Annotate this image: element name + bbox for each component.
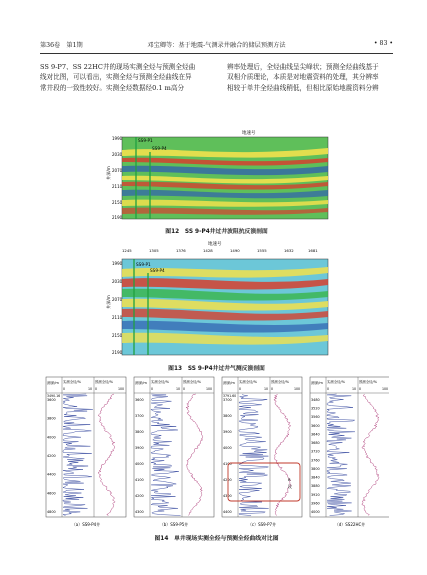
figure13-well-label: SS9-P4 xyxy=(150,268,165,273)
depth-tick: 4300 xyxy=(223,494,232,498)
figure13-well-label: SS9-P1 xyxy=(136,262,151,267)
depth-tick: 3700 xyxy=(223,398,232,402)
panel-label: （b）SS9-P5井 xyxy=(159,522,189,527)
depth-tick: 3700 xyxy=(135,414,144,418)
track1-min: 0 xyxy=(63,387,66,391)
figure12-top-label: 地速号 xyxy=(242,131,256,136)
body-right-column xyxy=(227,62,393,93)
predicted-gas-curve xyxy=(98,394,115,516)
track1-min: 0 xyxy=(327,387,330,391)
panel-label: （c）SS9-P7井 xyxy=(247,522,277,527)
depth-tick: 3680 xyxy=(311,441,320,446)
measured-gas-curve xyxy=(63,394,93,516)
depth-tick: 3800 xyxy=(311,466,320,471)
depth-tick: 4800 xyxy=(47,510,56,514)
trace-tick: 1490 xyxy=(230,248,240,253)
body-left-column xyxy=(40,62,206,93)
depth-tick: 3520 xyxy=(311,406,320,411)
track2-title: 预测全烃/% xyxy=(95,380,113,384)
depth-tick: 3640 xyxy=(311,432,320,437)
predicted-gas-curve xyxy=(274,394,291,516)
depth-tick: 3880 xyxy=(311,484,320,489)
depth-tick: 3600 xyxy=(311,423,320,428)
trace-tick: 1245 xyxy=(122,248,132,253)
depth-header: 测深/m xyxy=(135,381,147,385)
figure13-gas-section xyxy=(100,239,330,359)
depth-tick: 3720 xyxy=(311,449,320,454)
depth-tick: 4400 xyxy=(47,472,56,477)
depth-tick: 3960 xyxy=(311,501,320,506)
trace-tick: 1376 xyxy=(176,248,186,253)
article-running-title: 邓宝卿等：基于地震-气测录井融合的储层预测方法 xyxy=(147,42,286,49)
figure13-trace-ticks xyxy=(122,248,318,253)
measured-gas-curve xyxy=(327,394,355,516)
body-line: 相较于单井全烃曲线稍低，但相比原始地震资料分辨 xyxy=(227,83,379,92)
depth-tick: 4100 xyxy=(135,478,144,482)
trace-tick: 1632 xyxy=(284,248,294,253)
depth-tick: 2150 xyxy=(112,200,123,205)
depth-tick: 2070 xyxy=(112,168,123,173)
figure13-caption: 图13 SS 9-P4井过井气测反演剖面 xyxy=(168,366,265,372)
depth-tick: 2110 xyxy=(112,315,123,320)
panel-label: （d）SS22HC井 xyxy=(334,522,366,527)
depth-tick: 4300 xyxy=(135,510,144,514)
track1-title: 实测全烃/% xyxy=(63,380,81,384)
log-panel-frame xyxy=(310,377,389,517)
highlight-box xyxy=(228,463,300,501)
figure12-caption: 图12 SS 9-P4井过井波阻抗反演剖面 xyxy=(165,229,268,235)
figure12-well-label: SS9-P4 xyxy=(152,146,167,151)
figure13-top-label: 地速号 xyxy=(208,242,222,247)
depth-tick: 4000 xyxy=(135,462,144,466)
measured-gas-curve xyxy=(239,394,269,516)
figure12-well-label: SS9-P1 xyxy=(138,138,153,143)
running-header xyxy=(40,40,393,52)
track1-max: 10 xyxy=(264,387,269,391)
body-line: 常井段的一致性较好。实测全烃数据经0.1 m高分 xyxy=(40,83,185,92)
depth-tick: 4200 xyxy=(47,454,56,458)
figure12-y-label: 井深/m xyxy=(106,166,111,180)
depth-tick: 3480 xyxy=(311,398,320,402)
predicted-gas-curve xyxy=(362,394,379,516)
depth-tick: 2190 xyxy=(112,350,123,355)
predicted-gas-curve xyxy=(186,394,203,516)
track2-min: 0 xyxy=(95,387,98,391)
trace-tick: 1555 xyxy=(257,248,267,253)
body-line: 辨率处理后，全烃曲线呈尖峰状；预测全烃曲线基于 xyxy=(227,63,379,71)
figure14-caption: 图14 单井现场实测全烃与预测全烃曲线对比图 xyxy=(154,536,279,542)
track1-max: 10 xyxy=(88,387,93,391)
track2-max: 100 xyxy=(206,387,213,391)
track2-max: 100 xyxy=(294,387,301,391)
figure13-y-label: 井深/m xyxy=(106,295,111,309)
depth-tick: 4600 xyxy=(47,491,56,496)
track1-title: 实测全烃/% xyxy=(327,380,345,384)
trace-tick: 1305 xyxy=(149,248,159,253)
figure14-svg xyxy=(44,375,389,530)
depth-tick: 4000 xyxy=(223,446,232,450)
trace-tick: 1681 xyxy=(308,248,318,253)
track2-min: 0 xyxy=(183,387,186,391)
track1-title: 实测全烃/% xyxy=(239,380,257,384)
depth-tick: 1990 xyxy=(112,261,123,266)
depth-header: 测深/m xyxy=(47,381,59,385)
body-line: 线对比图，可以看出，实测全烃与预测全烃曲线在异 xyxy=(40,73,192,82)
depth-tick: 1990 xyxy=(112,136,123,141)
box-label: B xyxy=(288,477,291,482)
track2-title: 预测全烃/% xyxy=(271,380,289,384)
depth-tick: 4200 xyxy=(223,478,232,482)
depth-tick: 2030 xyxy=(112,279,123,284)
figure14-well-logs xyxy=(44,375,389,530)
depth-header: 测深/m xyxy=(311,381,323,385)
depth-tick: 4000 xyxy=(47,435,56,440)
depth-tick: 3600 xyxy=(135,398,144,402)
body-line: 双相介质理论，本质是对地震资料的处理，其分辨率 xyxy=(227,73,379,82)
volume-issue: 第36卷 第1期 xyxy=(40,42,83,49)
depth-tick: 2110 xyxy=(112,184,123,189)
depth-tick: 4100 xyxy=(223,462,232,466)
panel-label: （a）SS9-P4井 xyxy=(71,522,101,527)
depth-tick: 3800 xyxy=(223,414,232,418)
depth-tick: 2190 xyxy=(112,215,123,220)
figure12-depth-ticks xyxy=(112,136,123,220)
track2-min: 0 xyxy=(271,387,274,391)
track2-max: 100 xyxy=(118,387,125,391)
log-panel-frame xyxy=(46,377,126,517)
track1-title: 实测全烃/% xyxy=(151,380,169,384)
track2-min: 0 xyxy=(359,387,362,391)
figure13-depth-ticks xyxy=(112,261,123,355)
track2-max: 100 xyxy=(382,387,389,391)
track2-title: 预测全烃/% xyxy=(359,380,377,384)
depth-tick: 3560 xyxy=(311,415,320,420)
track1-max: 10 xyxy=(176,387,181,391)
depth-tick: 4200 xyxy=(135,494,144,498)
track1-max: 10 xyxy=(352,387,357,391)
first-depth-label: 3791.60 xyxy=(223,394,237,398)
depth-tick: 4400 xyxy=(223,510,232,514)
track2-title: 预测全烃/% xyxy=(183,380,201,384)
log-panel-frame xyxy=(134,377,214,517)
depth-tick: 3900 xyxy=(135,446,144,450)
page-number: • 83 • xyxy=(373,40,393,47)
depth-tick: 3800 xyxy=(135,430,144,434)
depth-tick: 3840 xyxy=(311,475,320,480)
depth-tick: 4000 xyxy=(311,510,320,514)
depth-tick: 3900 xyxy=(223,430,232,434)
depth-tick: 2150 xyxy=(112,333,123,338)
depth-tick: 3800 xyxy=(47,416,56,421)
track1-min: 0 xyxy=(151,387,154,391)
log-panel-frame xyxy=(222,377,302,517)
header-rule xyxy=(40,53,393,54)
body-line: SS 9-P7、SS 22HC井的现场实测全烃与预测全烃曲 xyxy=(40,63,196,71)
first-depth-label: 3490.16 xyxy=(47,394,61,398)
box-label: 段 xyxy=(288,484,292,489)
figure12-impedance-section xyxy=(100,128,330,223)
depth-tick: 3920 xyxy=(311,492,320,497)
depth-header: 测深/m xyxy=(223,381,235,385)
measured-gas-curve xyxy=(151,394,181,516)
track1-min: 0 xyxy=(239,387,242,391)
depth-tick: 2030 xyxy=(112,152,123,157)
depth-tick: 2070 xyxy=(112,297,123,302)
depth-tick: 3600 xyxy=(47,398,56,402)
depth-tick: 3760 xyxy=(311,458,320,463)
trace-tick: 1428 xyxy=(203,248,213,253)
